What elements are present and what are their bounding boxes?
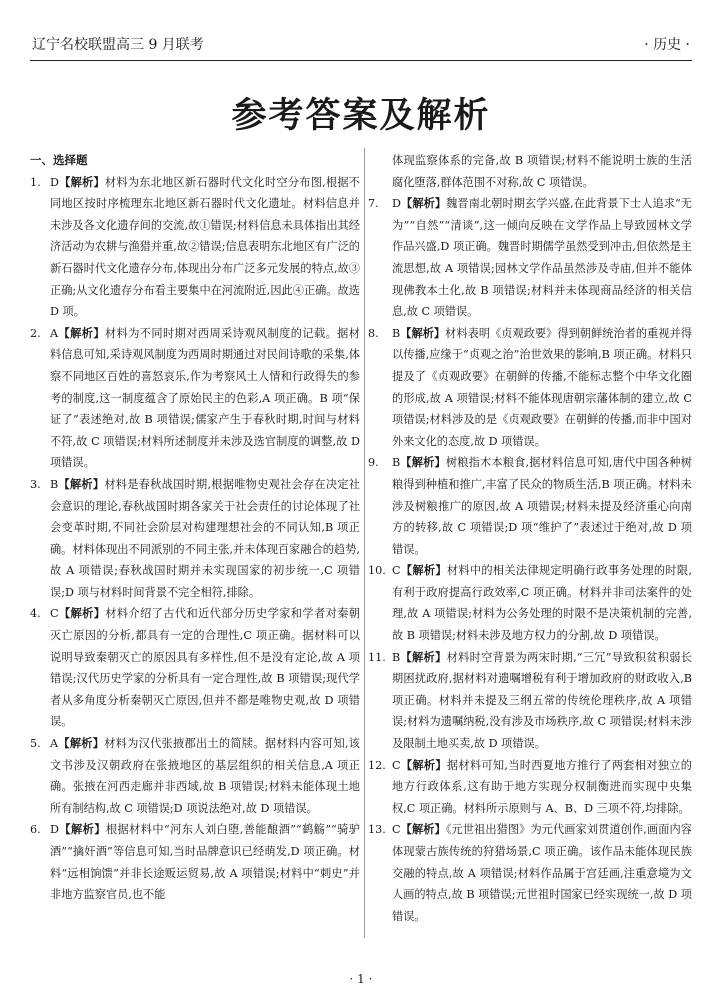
answer-item: [368, 150, 692, 193]
page-title: 参考答案及解析: [231, 96, 491, 136]
answer-item: [30, 323, 360, 474]
answer-letter: D: [392, 197, 401, 211]
right-column: [368, 150, 692, 927]
answer-item: [30, 474, 360, 604]
answer-item: [30, 172, 360, 323]
answer-letter: C: [50, 607, 59, 621]
answer-letter: B: [392, 456, 401, 470]
answer-item: [30, 603, 360, 733]
analysis-tag: 【解析】: [400, 564, 447, 578]
question-number: 2.: [30, 326, 41, 340]
answer-item: [30, 819, 360, 905]
answer-body: [50, 819, 360, 905]
answer-body: [392, 755, 692, 820]
answer-item: [368, 819, 692, 927]
analysis-text: 材料是春秋战国时期,根据唯物史观社会存在决定社会意识的理论,春秋战国时期各家关于社会责任的讨论体现了社会变革时期,不同社会阶层对构建理想社会的不同认知,B 项正确。材料体现出不同派别的不同主张,并未体现百家融合的趋势,故 A 项错误;春秋战国时期并未实现国家的初步统一,C 项错误;D 项与材料时间背景不完全相符,排除。: [50, 477, 360, 599]
header-subject: · 历史 ·: [644, 37, 690, 53]
analysis-tag: 【解析】: [400, 650, 447, 664]
section-heading: 一、选择题: [30, 153, 88, 167]
question-number: 6.: [30, 823, 41, 837]
analysis-tag: 【解析】: [58, 326, 105, 340]
question-number: 5.: [30, 737, 41, 751]
analysis-tag: 【解析】: [400, 197, 447, 211]
analysis-tag: 【解析】: [58, 477, 105, 491]
question-number: 10.: [368, 564, 386, 578]
question-number: 13.: [368, 823, 386, 837]
question-number: 12.: [368, 758, 386, 772]
page-header: [30, 30, 692, 56]
answer-letter: B: [392, 650, 401, 664]
analysis-tag: 【解析】: [400, 758, 447, 772]
analysis-text: 材料介绍了古代和近代部分历史学家和学者对秦朝灭亡原因的分析,都具有一定的合理性,C 项正确。据材料可以说明导致秦朝灭亡的原因具有多样性,但不是没有定论,故 A 项错误;汉代历史学家的分析具有一定合理性,故 B 项错误;现代学者从多角度分析秦朝灭亡原因,但并不都是唯物史观,故 D 项错误。: [50, 607, 360, 729]
header-exam-name: 辽宁名校联盟高三 9 月联考: [32, 37, 204, 53]
question-number: 1.: [30, 175, 41, 189]
answer-item: [368, 647, 692, 755]
answer-item: [30, 733, 360, 819]
answer-letter: A: [50, 737, 59, 751]
analysis-text: 《元世祖出猎图》为元代画家刘贯道创作,画面内容体现蒙古族传统的狩猎场景,C 项正确。该作品未能体现民族交融的特点,故 A 项错误;材料作品属于宫廷画,注重意境为文人画的特点,故 B 项错误;元世祖时国家已经实现统一,故 D 项错误。: [392, 823, 692, 923]
answer-letter: B: [50, 477, 59, 491]
answer-body: [392, 452, 692, 560]
analysis-text: 材料为东北地区新石器时代文化时空分布图,根据不同地区按时序梳理东北地区新石器时代文化遗址。材料信息并未涉及各文化遗存间的交流,故①错误;材料信息未具体指出其经济活动为农耕与渔猎并重,故②错误;信息表明东北地区有广泛的新石器时代文化遗存分布,体现出分布广泛多元发展的特点,故③正确;从文化遗存分布看主要集中在河流附近,因此④正确。故选 D 项。: [50, 175, 360, 319]
question-number: 7.: [368, 197, 379, 211]
answer-letter: C: [392, 758, 401, 772]
answer-body: [50, 474, 360, 604]
header-rule: [30, 60, 692, 61]
answer-letter: D: [50, 823, 59, 837]
answer-body: [392, 647, 692, 755]
analysis-tag: 【解析】: [400, 456, 446, 470]
answer-body: [392, 193, 692, 323]
analysis-tag: 【解析】: [400, 823, 446, 837]
analysis-tag: 【解析】: [58, 175, 105, 189]
left-column: [30, 150, 360, 906]
answer-letter: C: [392, 564, 401, 578]
analysis-text: 材料表明《贞观政要》得到朝鲜统治者的重视并得以传播,应缘于“贞观之治”治世效果的影响,B 项正确。材料只提及了《贞观政要》在朝鲜的传播,不能标志整个中华文化圈的形成,故 A 项错误;材料不能体现唐朝宗藩体制的建立,故 C 项错误;材料涉及的是《贞观政要》在朝鲜的传播,而非中国对外来文化的态度,故 D 项错误。: [392, 326, 692, 448]
answer-item: [368, 560, 692, 646]
analysis-tag: 【解析】: [58, 607, 106, 621]
question-number: 8.: [368, 326, 379, 340]
answer-body: [50, 733, 360, 819]
analysis-text: 体现监察体系的完备,故 B 项错误;材料不能说明士族的生活腐化堕落,群体范围不对称,故 C 项错误。: [392, 154, 692, 189]
analysis-tag: 【解析】: [58, 737, 105, 751]
column-divider: [364, 148, 365, 938]
answer-body: [50, 603, 360, 733]
analysis-text: 据材料可知,当时西夏地方推行了两套相对独立的地方行政体系,这有助于地方实现分权制衡进而实现中央集权,C 项正确。材料所示原则与 A、B、D 三项不符,均排除。: [392, 758, 692, 815]
answer-body: [392, 150, 692, 193]
analysis-text: 根据材料中“河东人刘白堕,善能酿酒”“鹤觞”“骑驴酒”“擒奸酒”等信息可知,当时品牌意识已经萌发,D 项正确。材料“远相饷馈”并非长途贩运贸易,故 A 项错误;材料中“刺史”并非地方监察官员,也不能: [50, 823, 360, 902]
question-number: 3.: [30, 477, 41, 491]
question-number: 11.: [368, 650, 386, 664]
answer-item: [368, 323, 692, 453]
answer-item: [368, 452, 692, 560]
page-number: · 1 ·: [349, 972, 373, 986]
analysis-text: 材料时空背景为两宋时期,“三冗”导致积贫积弱长期困扰政府,据材料对遗嘱增税有利于增加政府的财政收入,B 项正确。材料并未提及三纲五常的传统伦理秩序,故 A 项错误;材料为遗嘱纳税,没有涉及市场秩序,故 C 项错误;材料未涉及限制土地买卖,故 D 项错误。: [392, 650, 692, 751]
answer-item: [368, 755, 692, 820]
analysis-text: 材料中的相关法律规定明确行政事务处理的时限,有利于政府提高行政效率,C 项正确。材料并非司法案件的处理,故 A 项错误;材料为公务处理的时限不是决策机制的完善,故 B 项错误;材料未涉及地方权力的分割,故 D 项错误。: [392, 564, 692, 643]
answer-body: [392, 323, 692, 453]
analysis-text: 树粮指木本粮食,据材料信息可知,唐代中国各种树粮得到种植和推广,丰富了民众的物质生活,B 项正确。材料未涉及树粮推广的原因,故 A 项错误;材料未提及经济重心向南方的转移,故 C 项错误;D 项“维护了”表述过于绝对,故 D 项错误。: [392, 456, 692, 556]
answer-letter: C: [392, 823, 401, 837]
analysis-text: 材料为汉代张掖郡出土的简牍。据材料内容可知,该文书涉及汉朝政府在张掖地区的基层组织的相关信息,A 项正确。张掖在河西走廊并非西域,故 B 项错误;材料未能体现土地所有制结构,故 C 项错误;D 项说法绝对,故 D 项错误。: [50, 737, 360, 815]
answer-letter: A: [50, 326, 59, 340]
answer-body: [50, 172, 360, 323]
answer-letter: B: [392, 326, 401, 340]
analysis-tag: 【解析】: [58, 823, 106, 837]
analysis-text: 材料为不同时期对西周采诗观风制度的记载。据材料信息可知,采诗观风制度为西周时期通过对民间诗歌的采集,体察不同地区百姓的喜怒哀乐,作为考察风土人情和行政得失的参考的制度,这一制度蕴含了原始民主的色彩,A 项正确。B 项“保证了”表述绝对,故 B 项错误;儒家产生于春秋时期,时间与材料不符,故 C 项错误;材料所述制度并未涉及选官制度的调整,故 D 项错误。: [50, 326, 360, 470]
answer-body: [392, 819, 692, 927]
answer-letter: D: [50, 175, 59, 189]
answer-item: [368, 193, 692, 323]
analysis-text: 魏晋南北朝时期玄学兴盛,在此背景下士人追求“无为”“自然”“清谈”,这一倾向反映在文学作品上导致园林文学作品兴盛,D 项正确。魏晋时期儒学虽然受到冲击,但依然是主流思想,故 A 项错误;园林文学作品虽然涉及寺庙,但并不能体现佛教本土化,故 B 项错误;材料并未体现商品经济的相关信息,故 C 项错误。: [392, 197, 692, 319]
question-number: 4.: [30, 607, 41, 621]
answer-body: [50, 323, 360, 474]
analysis-tag: 【解析】: [400, 326, 446, 340]
question-number: [368, 150, 392, 193]
question-number: 9.: [368, 456, 379, 470]
answer-body: [392, 560, 692, 646]
